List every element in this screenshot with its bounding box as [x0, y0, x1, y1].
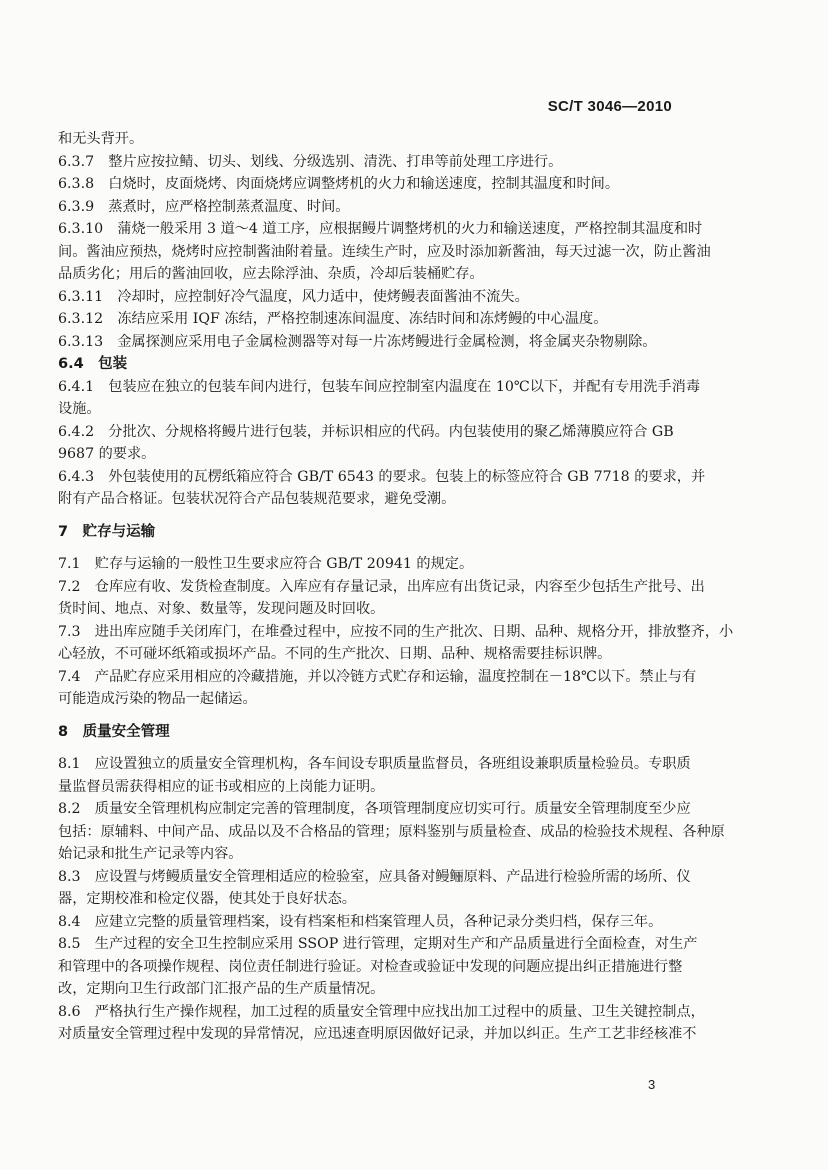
- clause-7-2: 7.2 仓库应有收、发货检查制度。入库应有存量记录，出库应有出货记录，内容至少包括生产批号、出: [58, 578, 705, 595]
- clause-6-3-9: 6.3.9 蒸煮时，应严格控制蒸煮温度、时间。: [58, 198, 350, 215]
- text-line: 对质量安全管理过程中发现的异常情况，应迅速查明原因做好记录，并加以纠正。生产工艺非经核准不: [58, 1026, 697, 1042]
- text-line: 品质劣化；用后的酱油回收，应去除浮油、杂质，冷却后装桶贮存。: [58, 266, 484, 282]
- text-line: 附有产品合格证。包装状况符合产品包装规范要求，避免受潮。: [58, 491, 456, 507]
- clause-6-3-10: 6.3.10 蒲烧一般采用 3 道～4 道工序，应根据鳗片调整烤机的火力和输送速度，严格控制其温度和时: [58, 221, 703, 237]
- clause-6-3-8: 6.3.8 白烧时，皮面烧烤、肉面烧烤应调整烤机的火力和输送速度，控制其温度和时间。: [58, 176, 620, 192]
- text-line: 设施。: [58, 401, 101, 417]
- clause-8-1: 8.1 应设置独立的质量安全管理机构，各车间设专职质量监督员，各班组设兼职质量检验员。专职质: [58, 756, 691, 772]
- text-line: 包括：原辅料、中间产品、成品以及不合格品的管理；原料鉴别与质量检查、成品的检验技术规程、各种原: [58, 823, 725, 840]
- section-heading-6-4: 6.4 包装: [58, 356, 128, 372]
- text-line: 和管理中的各项操作规程、岗位责任制进行验证。对检查或验证中发现的问题应提出纠正措施进行整: [58, 958, 683, 975]
- clause-7-3: 7.3 进出库应随手关闭库门，在堆叠过程中，应按不同的生产批次、日期、品种、规格分开，排放整齐，小: [58, 623, 734, 640]
- clause-7-1: 7.1 贮存与运输的一般性卫生要求应符合 GB/T 20941 的规定。: [58, 556, 474, 572]
- text-line: 可能造成污染的物品一起储运。: [58, 691, 257, 707]
- text-line: 始记录和批生产记录等内容。: [58, 846, 243, 862]
- clause-7-4: 7.4 产品贮存应采用相应的冷藏措施，并以冷链方式贮存和运输，温度控制在－18℃以下。禁止与有: [58, 668, 697, 685]
- clause-6-3-11: 6.3.11 冷却时，应控制好冷气温度，风力适中，使烤鳗表面酱油不流失。: [58, 288, 529, 305]
- clause-8-3: 8.3 应设置与烤鳗质量安全管理相适应的检验室，应具备对鳗鲡原料、产品进行检验所需的场所、仪: [58, 868, 691, 885]
- clause-6-4-3: 6.4.3 外包装使用的瓦楞纸箱应符合 GB/T 6543 的要求。包装上的标签应符合 GB 7718 的要求，并: [58, 468, 706, 485]
- clause-6-3-13: 6.3.13 金属探测应采用电子金属检测器等对每一片冻烤鳗进行金属检测，将金属夹杂物剔除。: [58, 333, 657, 350]
- text-line: 和无头背开。: [58, 131, 144, 147]
- chapter-heading-7: 7 贮存与运输: [58, 523, 156, 540]
- clause-6-3-12: 6.3.12 冻结应采用 IQF 冻结，严格控制速冻间温度、冻结时间和冻烤鳗的中心温度。: [58, 311, 608, 327]
- standard-code: SC/T 3046—2010: [547, 98, 672, 115]
- chapter-heading-8: 8 质量安全管理: [58, 723, 170, 740]
- clause-8-6: 8.6 严格执行生产操作规程，加工过程的质量安全管理中应找出加工过程中的质量、卫生关键控制点，: [58, 1003, 705, 1020]
- text-line: 间。酱油应预热，烧烤时应控制酱油附着量。连续生产时，应及时添加新酱油，每天过滤一次，防止酱油: [58, 243, 711, 260]
- clause-8-4: 8.4 应建立完整的质量管理档案，设有档案柜和档案管理人员，各种记录分类归档，保存三年。: [58, 913, 663, 930]
- text-line: 器，定期校准和检定仪器，使其处于良好状态。: [58, 891, 356, 907]
- clause-8-2: 8.2 质量安全管理机构应制定完善的管理制度，各项管理制度应切实可行。质量安全管理制度至少应: [58, 801, 691, 817]
- clause-6-4-1: 6.4.1 包装应在独立的包装车间内进行，包装车间应控制室内温度在 10℃以下，并配有专用洗手消毒: [58, 378, 701, 395]
- clause-6-3-7: 6.3.7 整片应按拉鲭、切头、划线、分级选别、清洗、打串等前处理工序进行。: [58, 153, 563, 170]
- text-line: 改，定期向卫生行政部门汇报产品的生产质量情况。: [58, 981, 385, 997]
- body-text: [58, 128, 734, 1046]
- text-line: 量监督员需获得相应的证书或相应的上岗能力证明。: [58, 778, 385, 795]
- clause-6-4-2: 6.4.2 分批次、分规格将鳗片进行包装，并标识相应的代码。内包装使用的聚乙烯薄膜应符合 GB: [58, 423, 674, 440]
- page-number: 3: [648, 1077, 656, 1092]
- text-line: 货时间、地点、对象、数量等，发现问题及时回收。: [58, 601, 385, 617]
- clause-8-5: 8.5 生产过程的安全卫生控制应采用 SSOP 进行管理，定期对生产和产品质量进行全面检查，对生产: [58, 936, 698, 952]
- text-line: 心轻放，不可碰坏纸箱或损坏产品。不同的生产批次、日期、品种、规格需要挂标识牌。: [58, 646, 612, 662]
- text-line: 9687 的要求。: [58, 446, 156, 462]
